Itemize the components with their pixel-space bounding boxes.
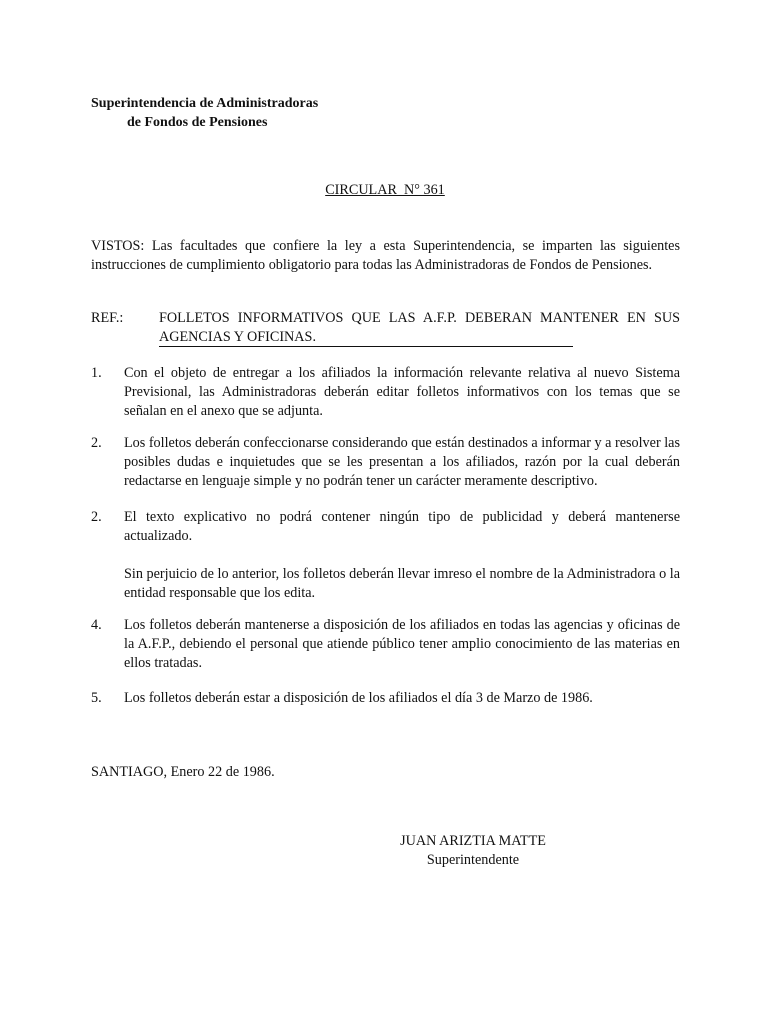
vistos-paragraph: VISTOS: Las facultades que confiere la ley a esta Superintendencia, se imparten las siguientes instrucciones de cumplimiento obligatorio para todas las Administradoras de Fondos de Pensiones. — [91, 238, 680, 273]
reference-line-1: FOLLETOS INFORMATIVOS QUE LAS A.F.P. DEBERAN MANTENER EN SUS — [159, 310, 680, 326]
reference-line-2: AGENCIAS Y OFICINAS. — [159, 328, 573, 347]
item-number: 1. — [91, 365, 102, 381]
signature-block — [360, 832, 586, 870]
item-number: 2. — [91, 435, 102, 451]
authority-line-1: Superintendencia de Administradoras — [91, 96, 319, 111]
item-text: Los folletos deberán mantenerse a disposición de los afiliados en todas las agencias y oficinas de la A.F.P., debiendo el personal que atiende público tener amplio conocimiento de las materias en ellos tratadas. — [124, 617, 680, 671]
item-extra-text: Sin perjuicio de lo anterior, los folletos deberán llevar imreso el nombre de la Administradora o la entidad responsable que los edita. — [124, 566, 680, 601]
item-text: Los folletos deberán confeccionarse considerando que están destinados a informar y a resolver las posibles dudas e inquietudes que se les presentan a los afiliados, razón por la cual deberán redactarse en lenguaje simple y no podrán tener un carácter meramente descriptivo. — [124, 435, 680, 489]
item-text: Con el objeto de entregar a los afiliados la información relevante relativa al nuevo Sistema Previsional, las Administradoras deberán editar folletos informativos con los temas que se señalan en el anexo que se adjunta. — [124, 365, 680, 419]
reference-label: REF.: — [91, 310, 124, 326]
signatory-name: JUAN ARIZTIA MATTE — [400, 833, 546, 849]
authority-line-2: de Fondos de Pensiones — [127, 115, 268, 130]
list-item — [91, 364, 680, 421]
item-number: 2. — [91, 509, 102, 525]
signatory-role: Superintendente — [426, 852, 520, 868]
item-number: 4. — [91, 617, 102, 633]
place-and-date: SANTIAGO, Enero 22 de 1986. — [91, 764, 275, 780]
reference-section — [91, 309, 680, 347]
list-item — [91, 689, 680, 708]
list-item — [91, 508, 680, 603]
reference-subject — [159, 309, 680, 347]
document-title: CIRCULAR N° 361 — [325, 182, 445, 198]
item-number: 5. — [91, 690, 102, 706]
item-text-block — [124, 508, 680, 603]
list-item — [91, 434, 680, 491]
issuing-authority — [91, 94, 318, 132]
item-text: El texto explicativo no podrá contener ningún tipo de publicidad y deberá mantenerse actualizado. — [124, 509, 680, 544]
item-text: Los folletos deberán estar a disposición de los afiliados el día 3 de Marzo de 1986. — [124, 690, 593, 706]
list-item — [91, 616, 680, 673]
document-title-wrapper — [0, 182, 770, 199]
